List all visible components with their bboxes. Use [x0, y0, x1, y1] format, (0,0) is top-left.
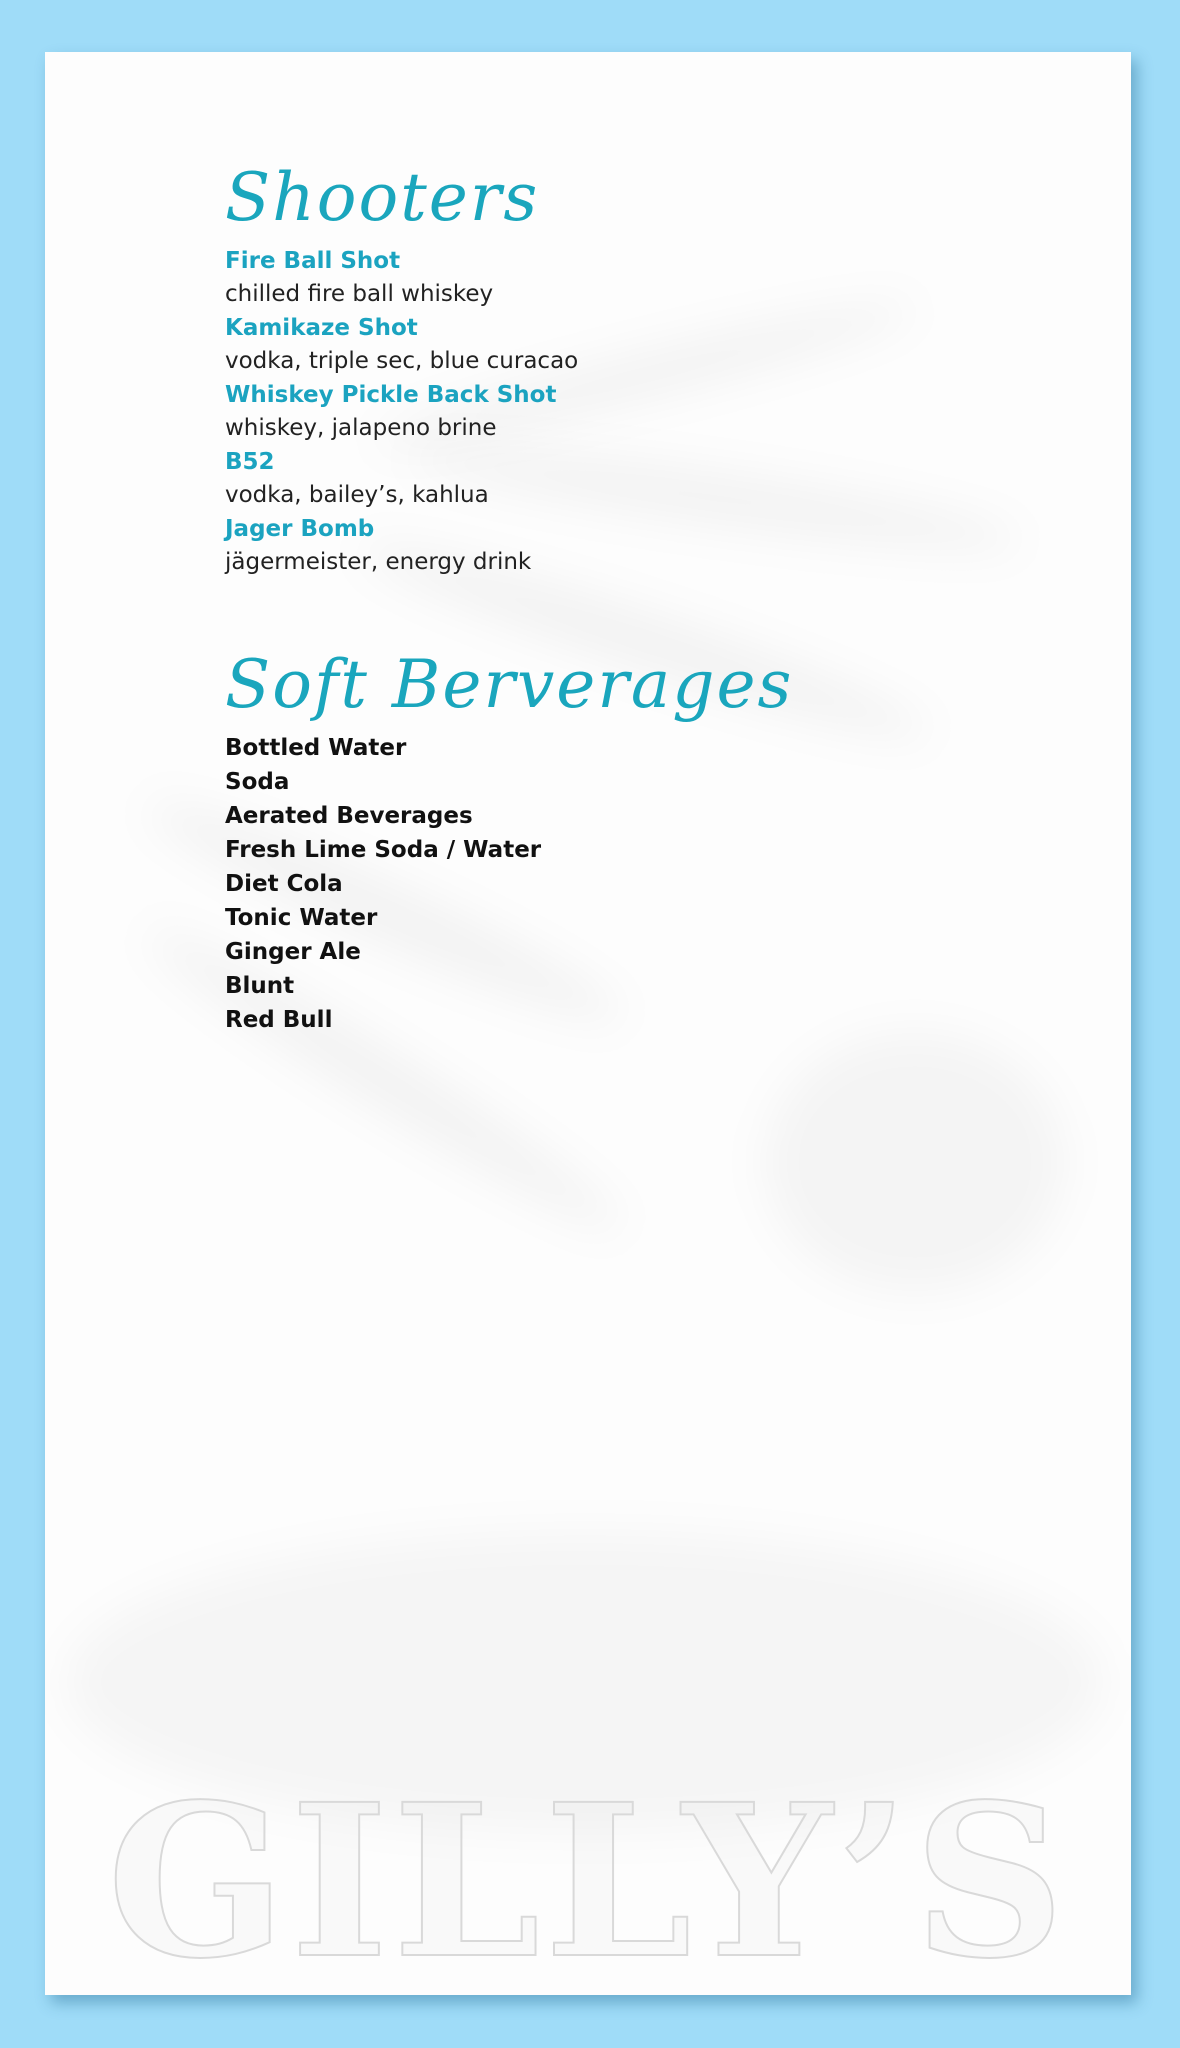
menu-item [225, 445, 793, 512]
menu-item [225, 311, 793, 378]
list-item: Blunt [225, 973, 295, 999]
soft-beverages-title: Soft Berverages [225, 646, 794, 723]
item-description: vodka, bailey’s, kahlua [225, 482, 489, 508]
list-item: Aerated Beverages [225, 803, 473, 829]
menu-item [225, 512, 793, 579]
item-name: Kamikaze Shot [225, 315, 418, 341]
item-description: whiskey, jalapeno brine [225, 415, 497, 441]
item-description: vodka, triple sec, blue curacao [225, 348, 579, 374]
shooters-title: Shooters [225, 159, 540, 236]
soft-beverages-list [225, 731, 793, 1037]
item-name: Jager Bomb [225, 516, 375, 542]
item-name: Whiskey Pickle Back Shot [225, 382, 557, 408]
list-item: Diet Cola [225, 871, 343, 897]
menu-content [225, 152, 793, 1037]
leaf-shadow [765, 1032, 1065, 1292]
list-item: Tonic Water [225, 905, 378, 931]
shooters-list [225, 244, 793, 579]
gillys-watermark: GILLY’S [106, 1758, 1070, 1995]
item-description: jägermeister, energy drink [225, 549, 532, 575]
list-item: Bottled Water [225, 735, 407, 761]
item-name: Fire Ball Shot [225, 248, 401, 274]
item-description: chilled fire ball whiskey [225, 281, 494, 307]
list-item: Red Bull [225, 1007, 333, 1033]
list-item: Fresh Lime Soda / Water [225, 837, 542, 863]
list-item: Ginger Ale [225, 939, 361, 965]
menu-item [225, 378, 793, 445]
menu-item [225, 244, 793, 311]
list-item: Soda [225, 769, 290, 795]
item-name: B52 [225, 449, 275, 475]
menu-page [45, 52, 1131, 1995]
